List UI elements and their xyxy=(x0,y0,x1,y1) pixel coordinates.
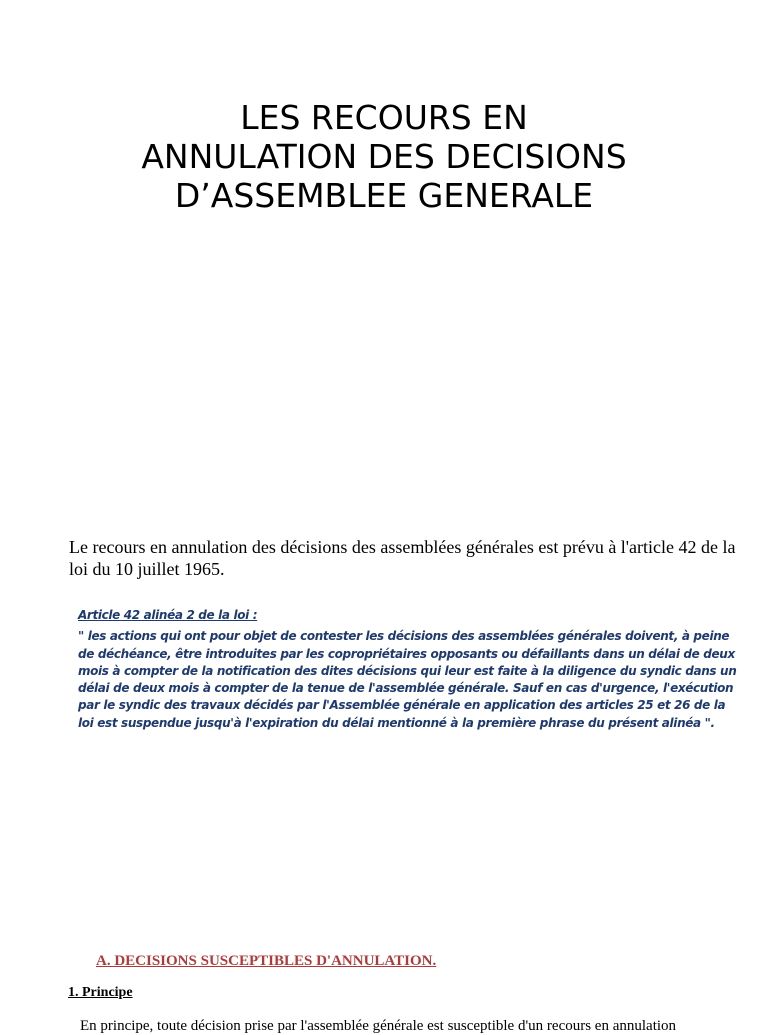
article-line: délai de deux mois à compter de la tenue de l'assemblée générale. Sauf en cas d'urgence, l'exécution xyxy=(78,681,734,696)
title-line: D’ASSEMBLEE GENERALE xyxy=(174,176,594,215)
sub-heading: 1. Principe xyxy=(68,985,133,1000)
article-heading: Article 42 alinéa 2 de la loi : xyxy=(78,608,258,622)
article-quote xyxy=(78,607,737,732)
title-line: ANNULATION DES DECISIONS xyxy=(141,137,627,176)
cut-off-paragraph: En principe, toute décision prise par l'assemblée générale est susceptible d'un recours en annulation xyxy=(80,1018,677,1034)
article-line: par le syndic des travaux décidés par l'Assemblée générale en application des articles 25 et 26 de la xyxy=(78,698,726,713)
section-heading: A. DECISIONS SUSCEPTIBLES D'ANNULATION. xyxy=(96,953,437,969)
article-line: mois à compter de la notification des dites décisions qui leur est faite à la diligence du syndic dans un xyxy=(78,663,737,678)
document-title xyxy=(0,98,768,215)
article-line: de déchéance, être introduites par les copropriétaires opposants ou défaillants dans un délai de deux xyxy=(78,646,735,661)
article-line: loi est suspendue jusqu'à l'expiration du délai mentionné à la première phrase du présent alinéa ". xyxy=(78,715,715,730)
article-body xyxy=(78,628,737,732)
article-line: " les actions qui ont pour objet de contester les décisions des assemblées générales doivent, à peine xyxy=(78,629,730,644)
intro-paragraph: Le recours en annulation des décisions des assemblées générales est prévu à l'article 42 de la loi du 10 juillet 1965. xyxy=(69,537,736,579)
title-line: LES RECOURS EN xyxy=(240,98,528,137)
